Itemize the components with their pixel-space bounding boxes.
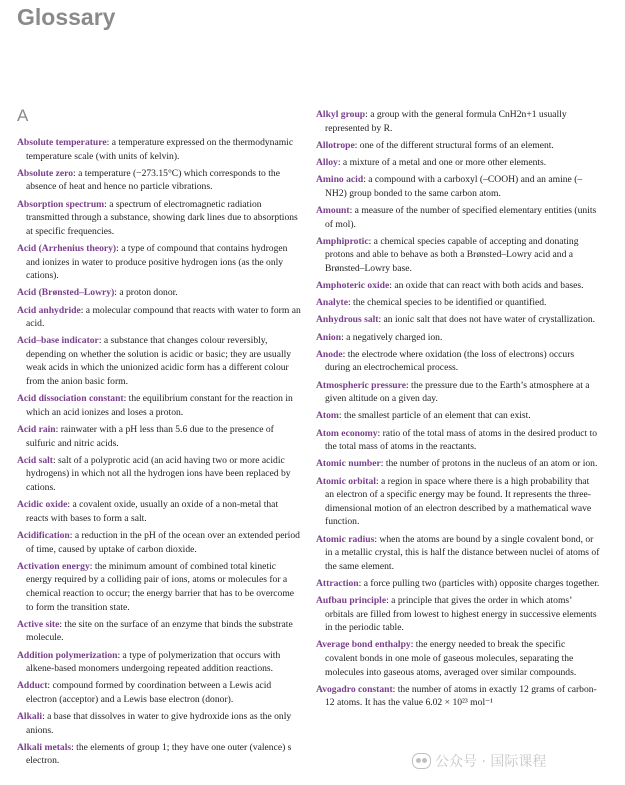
glossary-definition: : a covalent oxide, usually an oxide of a non-metal that reacts with bases to form a salt.	[26, 499, 279, 524]
glossary-entry	[17, 334, 302, 388]
glossary-term: Acid (Arrhenius theory)	[17, 242, 117, 254]
glossary-entry	[316, 156, 600, 170]
glossary-definition: : when the atoms are bound by a single covalent bond, or in a metallic crystal, this is half the distance between nuclei of atoms of the same element.	[325, 533, 600, 572]
glossary-entry	[17, 392, 302, 419]
glossary-entry	[316, 139, 600, 153]
glossary-term: Aufbau principle	[316, 595, 387, 607]
glossary-definition: : the chemical species to be identified or quantified.	[347, 297, 547, 309]
glossary-entry	[17, 741, 302, 768]
glossary-definition: : the elements of group 1; they have one outer (valence) s electron.	[26, 741, 292, 767]
glossary-term: Acidification	[17, 529, 70, 541]
glossary-entry	[316, 409, 600, 423]
glossary-entry	[316, 279, 600, 293]
glossary-definition: : a base that dissolves in water to give hydroxide ions as the only anions.	[26, 711, 292, 736]
glossary-entry	[17, 167, 302, 194]
glossary-definition: : an oxide that can react with both acids and bases.	[389, 280, 584, 292]
glossary-term: Average bond enthalpy	[316, 639, 411, 651]
glossary-definition: : a measure of the number of specified elementary entities (units of mol).	[325, 204, 597, 230]
glossary-term: Adduct	[17, 680, 48, 692]
glossary-definition: : a type of compound that contains hydrogen and ionizes in water to produce positive hydrogen ions (as the only cations).	[26, 242, 288, 282]
glossary-entry	[316, 379, 600, 406]
glossary-definition: : a chemical species capable of accepting and donating protons and able to behave as both a Brønsted–Lowry acid and a Brønsted–Lowry base.	[325, 235, 579, 274]
glossary-entry	[316, 475, 600, 529]
glossary-term: Alkali metals	[17, 741, 72, 753]
glossary-entry	[17, 649, 302, 676]
glossary-definition: : one of the different structural forms of an element.	[354, 139, 554, 151]
glossary-entry	[17, 198, 302, 239]
glossary-term: Anhydrous salt	[316, 314, 379, 326]
glossary-term: Atomic orbital	[316, 475, 376, 487]
glossary-definition: : the number of protons in the nucleus of an atom or ion.	[380, 458, 598, 470]
glossary-term: Addition polymerization	[17, 649, 118, 661]
glossary-entry	[316, 173, 600, 200]
glossary-term: Allotrope	[316, 139, 355, 151]
glossary-definition: : the smallest particle of an element that can exist.	[338, 410, 531, 422]
glossary-term: Atom economy	[316, 427, 378, 439]
glossary-term: Atomic radius	[316, 533, 375, 545]
glossary-definition: : a molecular compound that reacts with water to form an acid.	[26, 304, 301, 330]
glossary-entry	[316, 108, 600, 135]
glossary-entry	[17, 286, 302, 300]
glossary-definition: : the minimum amount of combined total kinetic energy required by a colliding pair of ions, atoms or molecules for a chemical reaction to occur; the energy barrier that has to be overcome to form the transition state.	[26, 560, 295, 613]
glossary-definition: : a temperature expressed on the thermodynamic temperature scale (with units of kelvin).	[26, 137, 294, 162]
glossary-entry	[17, 454, 302, 495]
glossary-entry	[316, 533, 600, 574]
glossary-entry	[17, 136, 302, 163]
glossary-entry	[17, 529, 302, 556]
glossary-entry	[316, 427, 600, 454]
glossary-definition: : the site on the surface of an enzyme that binds the substrate molecule.	[26, 618, 293, 644]
glossary-entry	[316, 348, 600, 375]
glossary-entry	[17, 560, 302, 614]
glossary-term: Activation energy	[17, 560, 90, 572]
glossary-entry	[17, 242, 302, 283]
glossary-entry	[316, 296, 600, 310]
glossary-term: Acid dissociation constant	[17, 393, 124, 405]
glossary-term: Alkyl group	[316, 109, 366, 120]
glossary-definition: : a negatively charged ion.	[341, 331, 443, 343]
glossary-definition: : a mixture of a metal and one or more other elements.	[337, 156, 547, 168]
glossary-entry	[17, 679, 302, 706]
glossary-term: Acid salt	[17, 454, 53, 466]
glossary-definition: : compound formed by coordination between a Lewis acid electron (acceptor) and a Lewis base electron (donor).	[26, 680, 272, 705]
glossary-term: Amphoteric oxide	[316, 280, 390, 292]
glossary-term: Acidic oxide	[17, 499, 68, 511]
glossary-term: Amino acid	[316, 174, 364, 186]
glossary-term: Attraction	[316, 577, 359, 589]
glossary-term: Atom	[316, 410, 339, 422]
glossary-term: Anode	[316, 348, 343, 360]
left-column	[17, 136, 302, 772]
glossary-term: Avogadro constant	[316, 683, 393, 695]
glossary-term: Alloy	[316, 156, 338, 168]
glossary-entry	[316, 204, 600, 231]
glossary-entry	[316, 235, 600, 276]
glossary-term: Amount	[316, 204, 350, 216]
glossary-entry	[316, 683, 600, 710]
glossary-definition: : the equilibrium constant for the reaction in which an acid ionizes and loses a proton.	[26, 393, 293, 418]
glossary-entry	[316, 577, 600, 591]
section-letter: A	[17, 106, 29, 125]
glossary-term: Absorption spectrum	[17, 198, 105, 210]
glossary-term: Absolute zero	[17, 167, 74, 179]
glossary-definition: : a reduction in the pH of the ocean over an extended period of time, caused by uptake of carbon dioxide.	[26, 529, 300, 555]
glossary-entry	[17, 710, 302, 737]
glossary-term: Acid anhydride	[17, 304, 81, 316]
glossary-definition: : the number of atoms in exactly 12 grams of carbon-12 atoms. It has the value 6.02 × 10²³ mol⁻¹	[325, 683, 597, 709]
glossary-entry	[17, 423, 302, 450]
glossary-entry	[17, 498, 302, 525]
wechat-icon	[412, 753, 431, 769]
watermark	[412, 745, 612, 777]
glossary-entry	[17, 304, 302, 331]
glossary-entry	[17, 618, 302, 645]
glossary-term: Acid (Brønsted–Lowry)	[17, 287, 115, 299]
glossary-definition: : the pressure due to the Earth’s atmosphere at a given altitude on a given day.	[325, 379, 590, 405]
glossary-term: Atomic number	[316, 458, 381, 470]
page-title: Glossary	[17, 4, 116, 30]
glossary-definition: : an ionic salt that does not have water of crystallization.	[378, 314, 596, 326]
glossary-term: Active site	[17, 618, 60, 630]
glossary-definition: : a compound with a carboxyl (–COOH) and an amine (–NH2) group bonded to the same carbon atom.	[325, 174, 583, 199]
glossary-term: Acid rain	[17, 424, 56, 436]
glossary-entry	[316, 313, 600, 327]
glossary-definition: : a group with the general formula CnH2n+1 usually represented by R.	[325, 109, 567, 134]
glossary-term: Acid–base indicator	[17, 335, 99, 347]
glossary-entry	[316, 594, 600, 635]
glossary-term: Analyte	[316, 297, 348, 309]
glossary-definition: : a spectrum of electromagnetic radiation transmitted through a substance, showing dark lines due to absorptions at specific frequencies.	[26, 198, 298, 237]
glossary-term: Absolute temperature	[17, 137, 107, 148]
glossary-term: Alkali	[17, 711, 43, 723]
glossary-entry	[316, 638, 600, 679]
glossary-term: Anion	[316, 331, 342, 343]
watermark-text: 公众号 · 国际课程	[435, 754, 547, 770]
glossary-entry	[316, 331, 600, 345]
glossary-definition: : ratio of the total mass of atoms in the desired product to the total mass of atoms in the reactants.	[325, 427, 598, 453]
glossary-definition: : the energy needed to break the specific covalent bonds in one mole of gaseous molecules, separating the molecules into gaseous atoms, averaged over similar compounds.	[325, 639, 577, 678]
glossary-definition: : a force pulling two (particles with) opposite charges together.	[358, 577, 600, 589]
right-column	[316, 108, 600, 714]
glossary-definition: : a principle that gives the order in which atoms’ orbitals are filled from lowest to highest energy in successive elements in the periodic table.	[325, 595, 597, 634]
glossary-definition: : a temperature (−273.15°C) which corresponds to the absence of heat and hence no particle vibrations.	[26, 167, 280, 193]
glossary-definition: : a region in space where there is a high probability that an electron of a specific energy may be found. It represents the three-dimensional motion of an electron described by a mathematical wave function.	[325, 475, 592, 528]
glossary-definition: : a type of polymerization that occurs with alkene-based monomers undergoing repeated addition reactions.	[26, 649, 281, 675]
glossary-definition: : a substance that changes colour reversibly, depending on whether the solution is acidic or basic; they are usually weak acids in which the unionized acidic form has a different colour from the anion basic form.	[26, 335, 292, 388]
glossary-term: Atmospheric pressure	[316, 379, 406, 391]
glossary-definition: : salt of a polyprotic acid (an acid having two or more acidic hydrogens) in which not all the hydrogen ions have been replaced by cations.	[26, 454, 291, 493]
glossary-definition: : the electrode where oxidation (the loss of electrons) occurs during an electrochemical process.	[325, 348, 575, 374]
glossary-definition: : rainwater with a pH less than 5.6 due to the presence of sulfuric and nitric acids.	[26, 424, 274, 449]
glossary-term: Amphiprotic	[316, 235, 369, 247]
glossary-definition: : a proton donor.	[114, 287, 178, 299]
glossary-entry	[316, 457, 600, 471]
